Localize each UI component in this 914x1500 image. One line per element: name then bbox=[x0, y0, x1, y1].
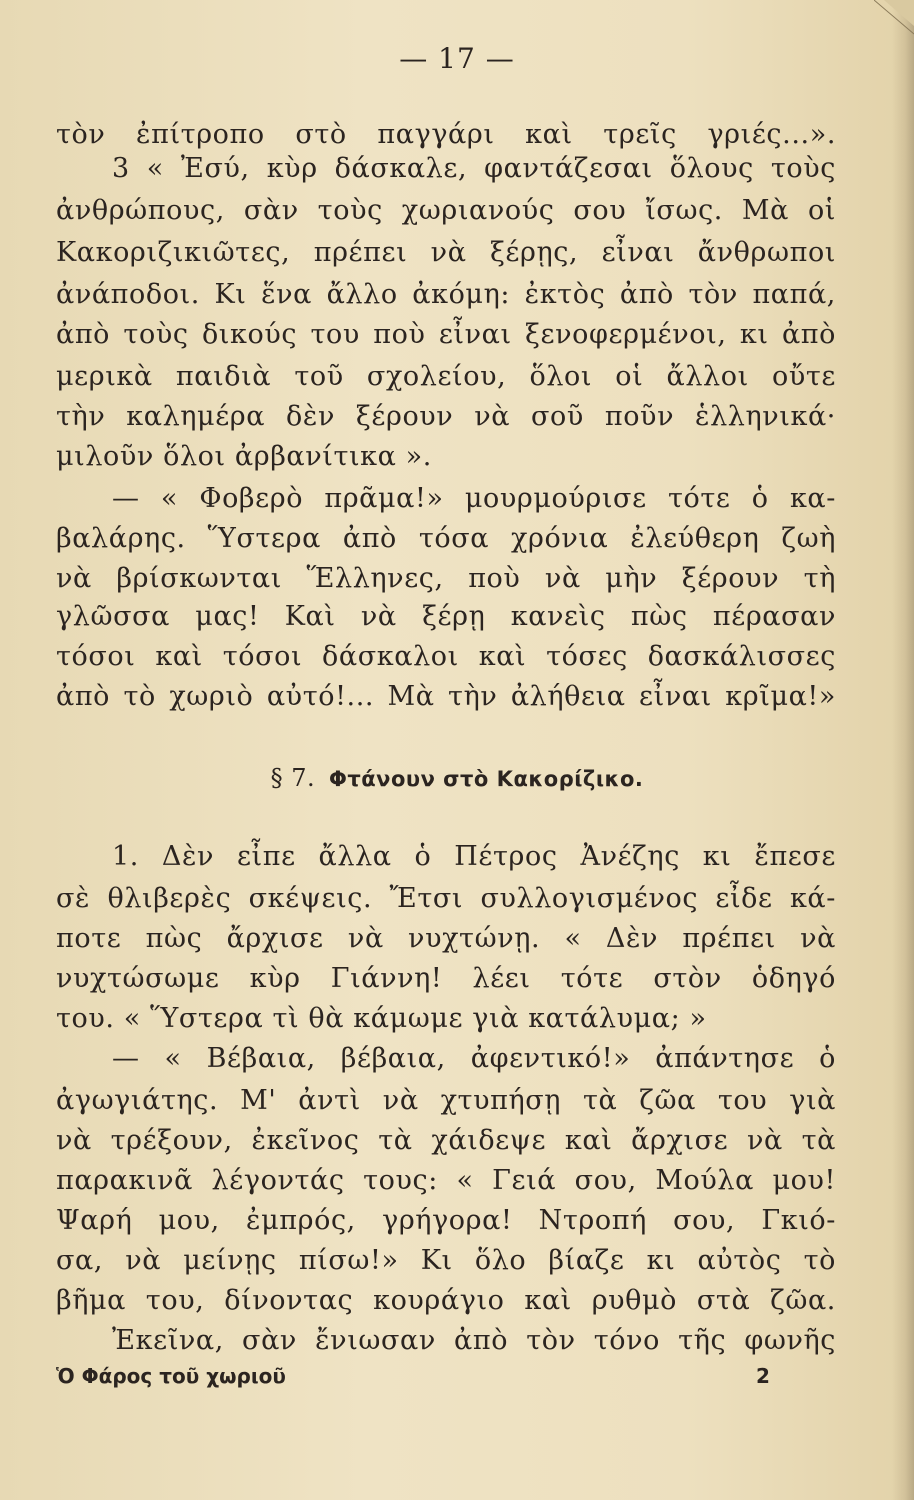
text-line: ἀνάποδοι. Κι ἕνα ἄλλο ἀκόμη: ἐκτὸς ἀπὸ τὸν παπά, bbox=[56, 279, 836, 310]
section-symbol: § 7. bbox=[270, 764, 316, 792]
text-line: 1. Δὲν εἶπε ἄλλα ὁ Πέτρος Ἀνέζης κι ἔπεσε bbox=[112, 841, 836, 872]
text-line: τόσοι καὶ τόσοι δάσκαλοι καὶ τόσες δασκάλισσες bbox=[56, 641, 836, 672]
page-spine-shadow bbox=[892, 0, 914, 1500]
text-line: — « Φοβερὸ πρᾶμα!» μουρμούρισε τότε ὁ κα- bbox=[112, 483, 836, 514]
text-line: ἀπὸ τὸ χωριὸ αὐτό!... Μὰ τὴν ἀλήθεια εἶναι κρῖμα!» bbox=[56, 681, 836, 712]
text-line: γλῶσσα μας! Καὶ νὰ ξέρῃ κανεὶς πὼς πέρασαν bbox=[56, 601, 836, 632]
text-line: βῆμα του, δίνοντας κουράγιο καὶ ρυθμὸ στὰ ζῶα. bbox=[56, 1285, 836, 1316]
text-line: σὲ θλιβερὲς σκέψεις. Ἔτσι συλλογισμένος εἶδε κά- bbox=[56, 883, 836, 914]
text-line: βαλάρης. Ὕστερα ἀπὸ τόσα χρόνια ἐλεύθερη ζωὴ bbox=[56, 523, 836, 554]
text-line: Ἐκεῖνα, σὰν ἔνιωσαν ἀπὸ τὸν τόνο τῆς φωνῆς bbox=[112, 1325, 836, 1356]
footer-signature-mark: 2 bbox=[756, 1364, 770, 1388]
text-line: 3 « Ἐσύ, κὺρ δάσκαλε, φαντάζεσαι ὅλους τοὺς bbox=[112, 153, 836, 184]
text-line: παρακινᾶ λέγοντάς τους: « Γειά σου, Μούλα μου! bbox=[56, 1165, 836, 1196]
text-line: Κακοριζικιῶτες, πρέπει νὰ ξέρῃς, εἶναι ἄνθρωποι bbox=[56, 237, 836, 268]
text-line: τὸν ἐπίτροπο στὸ παγγάρι καὶ τρεῖς γριές...». bbox=[56, 119, 836, 150]
text-line: τὴν καλημέρα δὲν ξέρουν νὰ σοῦ ποῦν ἑλληνικά· bbox=[56, 401, 836, 432]
text-line: Ψαρή μου, ἐμπρός, γρήγορα! Ντροπή σου, Γκιό- bbox=[56, 1205, 836, 1236]
text-line: ἀγωγιάτης. Μ' ἀντὶ νὰ χτυπήσῃ τὰ ζῶα του γιὰ bbox=[56, 1085, 836, 1116]
section-heading bbox=[0, 764, 914, 792]
folded-corner-mark bbox=[874, 0, 914, 40]
footer-book-title: Ὁ Φάρος τοῦ χωριοῦ bbox=[56, 1364, 286, 1388]
text-line: ἀπὸ τοὺς δικούς του ποὺ εἶναι ξενοφερμένοι, κι ἀπὸ bbox=[56, 319, 836, 350]
text-line: νυχτώσωμε κὺρ Γιάννη! λέει τότε στὸν ὁδηγό bbox=[56, 963, 836, 994]
text-line: νὰ βρίσκωνται Ἕλληνες, ποὺ νὰ μὴν ξέρουν τὴ bbox=[56, 563, 836, 594]
text-line: μιλοῦν ὅλοι ἀρβανίτικα ». bbox=[56, 441, 432, 472]
page-footer bbox=[56, 1364, 836, 1388]
text-line: ἀνθρώπους, σὰν τοὺς χωριανούς σου ἴσως. Μὰ οἱ bbox=[56, 195, 836, 226]
text-line: μερικὰ παιδιὰ τοῦ σχολείου, ὅλοι οἱ ἄλλοι οὔτε bbox=[56, 361, 836, 392]
text-line: νὰ τρέξουν, ἐκεῖνος τὰ χάιδεψε καὶ ἄρχισε νὰ τὰ bbox=[56, 1125, 836, 1156]
section-title: Φτάνουν στὸ Κακορίζικο. bbox=[328, 767, 644, 791]
page-number: — 17 — bbox=[399, 42, 515, 75]
text-line: — « Βέβαια, βέβαια, ἀφεντικό!» ἀπάντησε ὁ bbox=[112, 1043, 836, 1074]
text-line: ποτε πὼς ἄρχισε νὰ νυχτώνῃ. « Δὲν πρέπει νὰ bbox=[56, 923, 836, 954]
text-line: σα, νὰ μείνῃς πίσω!» Κι ὅλο βίαζε κι αὐτὸς τὸ bbox=[56, 1245, 836, 1276]
text-line: του. « Ὕστερα τὶ θὰ κάμωμε γιὰ κατάλυμα; » bbox=[56, 1003, 707, 1034]
